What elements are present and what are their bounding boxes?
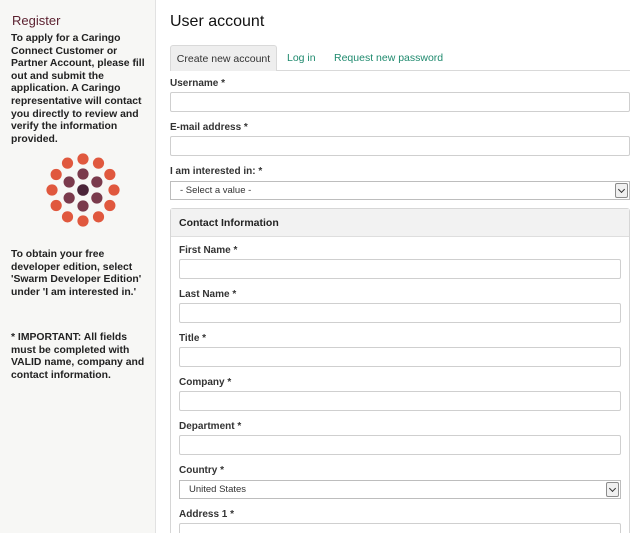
intro-text: To apply for a Caringo Connect Customer or Partner Account, please fill out and submit the application. A Caringo representative will contact you directly to review and verify the information provided. (11, 33, 145, 145)
department-label: Department * (179, 421, 242, 432)
logo-dot (104, 169, 115, 180)
logo-dot (62, 211, 73, 222)
logo-dot (62, 158, 73, 169)
logo-dot (104, 200, 115, 211)
page-title: User account (170, 13, 265, 30)
chevron-down-icon[interactable] (615, 183, 628, 198)
country-select[interactable] (179, 480, 621, 499)
interest-select[interactable] (170, 181, 630, 200)
contact-information-legend: Contact Information (171, 209, 629, 237)
logo-dot (51, 169, 62, 180)
username-label: Username * (170, 78, 226, 89)
logo-dot (91, 176, 102, 187)
email-input[interactable] (170, 136, 630, 156)
interest-select-value: - Select a value - (180, 185, 252, 196)
logo-dot (77, 184, 89, 196)
caringo-logo-icon (44, 150, 122, 230)
email-label: E-mail address * (170, 122, 248, 133)
logo-dot (46, 184, 57, 195)
important-note: * IMPORTANT: All fields must be completed with VALID name, company and contact information. (11, 332, 145, 381)
logo-dot (77, 153, 88, 164)
company-input[interactable] (179, 391, 621, 411)
address1-input[interactable] (179, 523, 621, 533)
interest-label: I am interested in: * (170, 166, 263, 177)
title-input[interactable] (179, 347, 621, 367)
contact-information-fieldset (170, 208, 630, 533)
tab-log-in[interactable]: Log in (287, 52, 316, 64)
title-label: Title * (179, 333, 207, 344)
sidebar (0, 0, 156, 533)
logo-dot (64, 176, 75, 187)
logo-dot (93, 158, 104, 169)
chevron-down-icon[interactable] (606, 482, 619, 497)
logo-dot (77, 215, 88, 226)
developer-note: To obtain your free developer edition, select 'Swarm Developer Edition' under 'I am interested in.' (11, 249, 142, 298)
country-label: Country * (179, 465, 224, 476)
logo-dot (77, 200, 88, 211)
tab-request-password[interactable]: Request new password (334, 52, 444, 64)
logo-dot (91, 192, 102, 203)
username-input[interactable] (170, 92, 630, 112)
tab-bar (170, 45, 630, 71)
first-name-input[interactable] (179, 259, 621, 279)
logo-dot (64, 192, 75, 203)
sidebar-heading: Register (12, 13, 61, 28)
main-content (170, 0, 640, 533)
department-input[interactable] (179, 435, 621, 455)
tab-create-account[interactable]: Create new account (170, 45, 277, 71)
logo-dot (93, 211, 104, 222)
logo-dot (77, 168, 88, 179)
address1-label: Address 1 * (179, 509, 235, 520)
logo-dot (51, 200, 62, 211)
country-select-value: United States (189, 484, 247, 495)
first-name-label: First Name * (179, 245, 238, 256)
logo-dot (108, 184, 119, 195)
last-name-input[interactable] (179, 303, 621, 323)
last-name-label: Last Name * (179, 289, 237, 300)
company-label: Company * (179, 377, 232, 388)
